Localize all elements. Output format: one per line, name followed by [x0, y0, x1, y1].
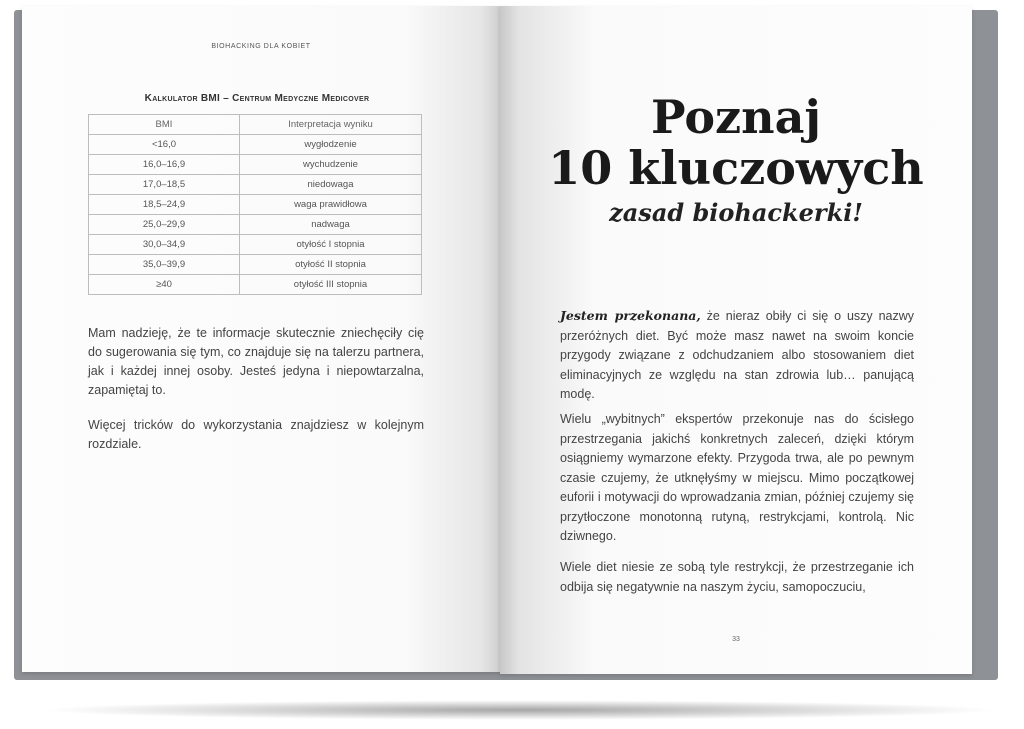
- table-row: [89, 135, 422, 155]
- bmi-range: 17,0–18,5: [89, 175, 240, 195]
- running-head: BIOHACKING DLA KOBIET: [211, 43, 311, 50]
- bmi-range: 30,0–34,9: [89, 235, 240, 255]
- chapter-subtitle-script: zasad biohackerki!: [609, 198, 863, 227]
- bmi-interpretation: otyłość III stopnia: [240, 275, 422, 295]
- right-paragraph-3: Wiele diet niesie ze sobą tyle restrykcji, że przestrzeganie ich odbija się negatywnie na naszym życiu, samopoczuciu,: [560, 560, 914, 594]
- bmi-range: <16,0: [89, 135, 240, 155]
- bmi-interpretation: waga prawidłowa: [240, 195, 422, 215]
- table-title: Kalkulator BMI – Centrum Medyczne Medicover: [144, 93, 370, 104]
- table-row: [89, 235, 422, 255]
- left-paragraph-1: Mam nadzieję, że te informacje skutecznie zniechęciły cię do sugerowania się tym, co znajduje się na talerzu partnera, jak i każdej innej osoby. Jesteś jedyna i niepowtarzalna, zapamiętaj to.: [88, 326, 424, 397]
- bmi-range: 16,0–16,9: [89, 155, 240, 175]
- bmi-range: ≥40: [89, 275, 240, 295]
- bmi-interpretation: nadwaga: [240, 215, 422, 235]
- table-header-row: [89, 115, 422, 135]
- right-paragraph-2: Wielu „wybitnych” ekspertów przekonuje nas do ścisłego przestrzegania jakichś konkretnych zaleceń, dzięki którym osiągniemy wymarzone efekty. Przygoda trwa, ale po pewnym czasie czujemy, że utknęłyśmy w miejscu. Mimo początkowej euforii i motywacji do wprowadzania zmian, później czujemy się przytłoczone monotonną rutyną, restrykcjami, kontrolą. Nic dziwnego.: [560, 412, 914, 543]
- header-bmi: BMI: [89, 115, 240, 135]
- lead-word: Jestem przekonana,: [560, 308, 701, 323]
- right-paragraph-1: [560, 306, 914, 405]
- bmi-interpretation: otyłość II stopnia: [240, 255, 422, 275]
- left-paragraph-2: Więcej tricków do wykorzystania znajdziesz w kolejnym rozdziale.: [88, 418, 424, 451]
- header-interpretation: Interpretacja wyniku: [240, 115, 422, 135]
- bmi-range: 25,0–29,9: [89, 215, 240, 235]
- bmi-table: [88, 114, 422, 295]
- bmi-range: 35,0–39,9: [89, 255, 240, 275]
- table-row: [89, 275, 422, 295]
- table-row: [89, 175, 422, 195]
- bmi-interpretation: wychudzenie: [240, 155, 422, 175]
- bmi-interpretation: otyłość I stopnia: [240, 235, 422, 255]
- book-shadow: [40, 700, 1000, 720]
- paragraph-1-text: że nieraz obiły ci się o uszy nazwy przeróżnych diet. Być może masz nawet na swoim koncie przygody związane z odchudzaniem albo stosowaniem diet eliminacyjnych ze względu na stan zdrowia lub… panującą modę.: [560, 309, 914, 401]
- left-page: [22, 6, 500, 672]
- table-row: [89, 255, 422, 275]
- right-page: [500, 6, 972, 674]
- chapter-title-line-2: 10 kluczowych: [548, 141, 924, 195]
- page-number: 33: [732, 636, 740, 643]
- bmi-range: 18,5–24,9: [89, 195, 240, 215]
- bmi-interpretation: wygłodzenie: [240, 135, 422, 155]
- table-row: [89, 195, 422, 215]
- table-row: [89, 155, 422, 175]
- bmi-interpretation: niedowaga: [240, 175, 422, 195]
- table-row: [89, 215, 422, 235]
- chapter-title-line-1: Poznaj: [650, 90, 822, 144]
